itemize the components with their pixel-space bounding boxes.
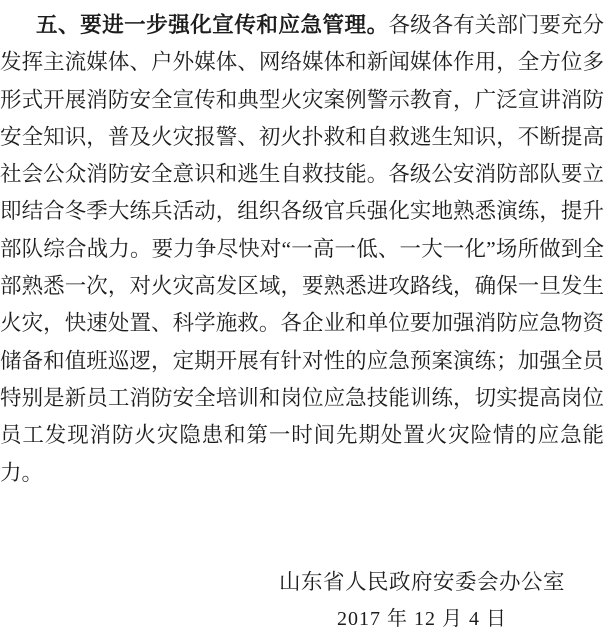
section-heading: 五、要进一步强化宣传和应急管理。 <box>36 13 389 37</box>
signature-block <box>279 564 565 633</box>
section-body-text: 各级各有关部门要充分发挥主流媒体、户外媒体、网络媒体和新闻媒体作用，全方位多形式开展消防安全宣传和典型火灾案例警示教育，广泛宣讲消防安全知识，普及火灾报警、初火扑救和自救逃生知识，不断提高社会公众消防安全意识和逃生自救技能。各级公安消防部队要立即结合冬季大练兵活动，组织各级官兵强化实地熟悉演练，提升部队综合战力。要力争尽快对“一高一低、一大一化”场所做到全部熟悉一次，对火灾高发区域，要熟悉进攻路线，确保一旦发生火灾，快速处置、科学施救。各企业和单位要加强消防应急物资储备和值班巡逻，定期开展有针对性的应急预案演练；加强全员特别是新员工消防安全培训和岗位应急技能训练，切实提高岗位员工发现消防火灾隐患和第一时间先期处置火灾险情的应急能力。 <box>0 13 604 485</box>
signature-area <box>0 564 565 633</box>
signature-date: 2017 年 12 月 4 日 <box>336 608 507 630</box>
signature-org: 山东省人民政府安委会办公室 <box>278 570 565 594</box>
